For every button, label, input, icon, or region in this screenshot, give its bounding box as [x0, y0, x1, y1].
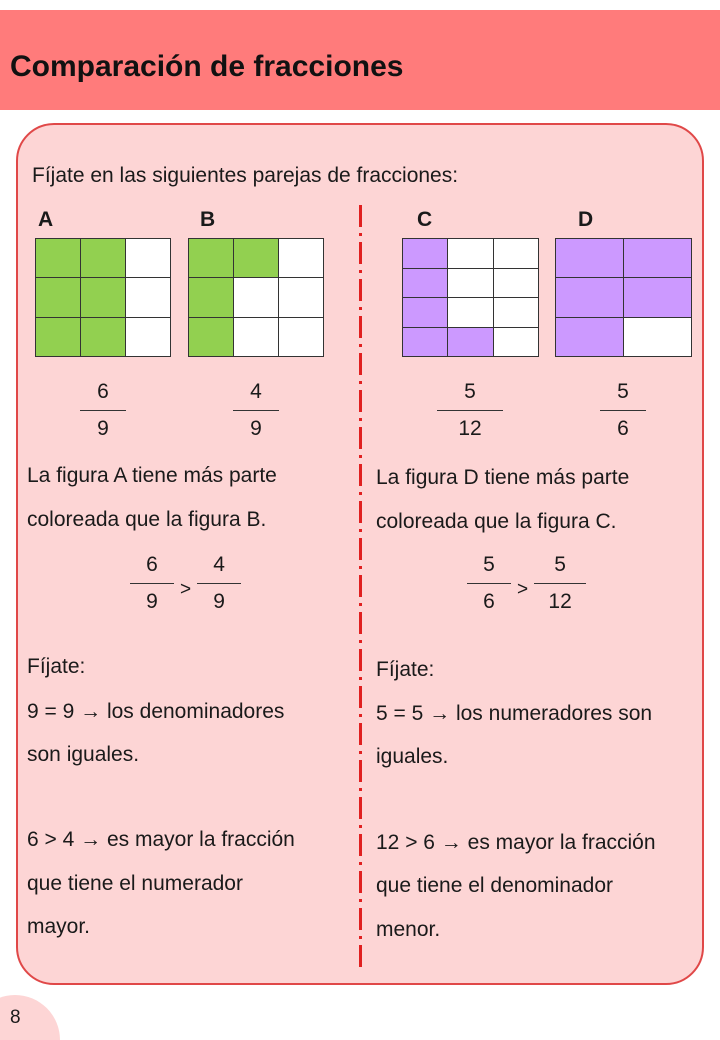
grid-cell	[403, 328, 447, 357]
grid-cell	[189, 318, 233, 356]
left-statement-line-2: coloreada que la figura B.	[27, 508, 267, 531]
left-note-2-line-2: que tiene el numerador	[27, 872, 243, 895]
right-note-2-line-2: que tiene el denominador	[376, 874, 614, 897]
right-comparison-fraction-2	[534, 553, 586, 614]
figure-c-grid	[402, 238, 539, 357]
right-comparison	[467, 553, 586, 614]
fraction-c	[437, 380, 503, 441]
grid-cell	[234, 278, 278, 316]
denominator: 9	[250, 417, 262, 440]
denominator: 12	[548, 590, 572, 613]
grid-cell	[403, 239, 447, 268]
numerator: 6	[97, 380, 109, 403]
numerator: 6	[146, 553, 158, 576]
grid-cell	[279, 318, 323, 356]
left-note-1-line-1: 9 = 9 → los denominadores	[27, 700, 285, 723]
right-statement-line-2: coloreada que la figura C.	[376, 510, 617, 533]
figure-b-grid	[188, 238, 324, 357]
left-note-title: Fíjate:	[27, 655, 86, 678]
grid-cell	[81, 278, 125, 316]
grid-cell	[448, 328, 492, 357]
right-note-2-line-3: menor.	[376, 918, 441, 941]
right-note-title: Fíjate:	[376, 658, 435, 681]
figure-d-label: D	[578, 208, 594, 231]
fraction-b	[233, 380, 279, 441]
denominator: 6	[617, 417, 629, 440]
grid-cell	[36, 318, 80, 356]
grid-cell	[494, 298, 538, 327]
figure-c-label: C	[417, 208, 433, 231]
page-title: Comparación de fracciones	[10, 50, 404, 83]
grid-cell	[494, 328, 538, 357]
numerator: 4	[250, 380, 262, 403]
right-note-1-line-1: 5 = 5 → los numeradores son	[376, 702, 653, 725]
grid-cell	[624, 318, 691, 356]
grid-cell	[403, 269, 447, 298]
right-statement-line-1: La figura D tiene más parte	[376, 466, 630, 489]
greater-than-sign: >	[517, 578, 529, 600]
grid-cell	[556, 278, 623, 316]
figure-b-label: B	[200, 208, 216, 231]
denominator: 9	[213, 590, 225, 613]
grid-cell	[403, 298, 447, 327]
grid-cell	[189, 278, 233, 316]
left-note-2-line-1: 6 > 4 → es mayor la fracción	[27, 828, 295, 851]
numerator: 5	[464, 380, 476, 403]
numerator: 5	[483, 553, 495, 576]
grid-cell	[494, 269, 538, 298]
grid-cell	[36, 278, 80, 316]
right-note-1-line-2: iguales.	[376, 745, 449, 768]
page-number: 8	[10, 1007, 21, 1028]
denominator: 9	[97, 417, 109, 440]
right-note-2-line-1: 12 > 6 → es mayor la fracción	[376, 831, 656, 854]
grid-cell	[279, 278, 323, 316]
grid-cell	[126, 278, 170, 316]
grid-cell	[448, 239, 492, 268]
grid-cell	[494, 239, 538, 268]
intro-text: Fíjate en las siguientes parejas de fracciones:	[32, 164, 459, 187]
left-comparison-fraction-1	[130, 553, 174, 614]
left-statement-line-1: La figura A tiene más parte	[27, 464, 277, 487]
header-banner	[0, 10, 720, 110]
denominator: 12	[458, 417, 482, 440]
grid-cell	[81, 318, 125, 356]
grid-cell	[234, 239, 278, 277]
left-comparison-fraction-2	[197, 553, 241, 614]
column-divider	[359, 205, 362, 970]
page-number-badge	[0, 995, 60, 1040]
grid-cell	[189, 239, 233, 277]
greater-than-sign: >	[180, 578, 192, 600]
grid-cell	[279, 239, 323, 277]
left-comparison	[130, 553, 241, 614]
fraction-d	[600, 380, 646, 441]
grid-cell	[556, 318, 623, 356]
grid-cell	[126, 239, 170, 277]
grid-cell	[448, 298, 492, 327]
left-note-1-line-2: son iguales.	[27, 743, 140, 766]
right-comparison-fraction-1	[467, 553, 511, 614]
left-note-2-line-3: mayor.	[27, 915, 91, 938]
figure-a-label: A	[38, 208, 54, 231]
figure-a-grid	[35, 238, 171, 357]
numerator: 4	[213, 553, 225, 576]
grid-cell	[624, 239, 691, 277]
denominator: 6	[483, 590, 495, 613]
grid-cell	[126, 318, 170, 356]
numerator: 5	[617, 380, 629, 403]
denominator: 9	[146, 590, 158, 613]
grid-cell	[448, 269, 492, 298]
fraction-a	[80, 380, 126, 441]
grid-cell	[36, 239, 80, 277]
numerator: 5	[554, 553, 566, 576]
grid-cell	[624, 278, 691, 316]
grid-cell	[556, 239, 623, 277]
grid-cell	[81, 239, 125, 277]
figure-d-grid	[555, 238, 692, 357]
grid-cell	[234, 318, 278, 356]
